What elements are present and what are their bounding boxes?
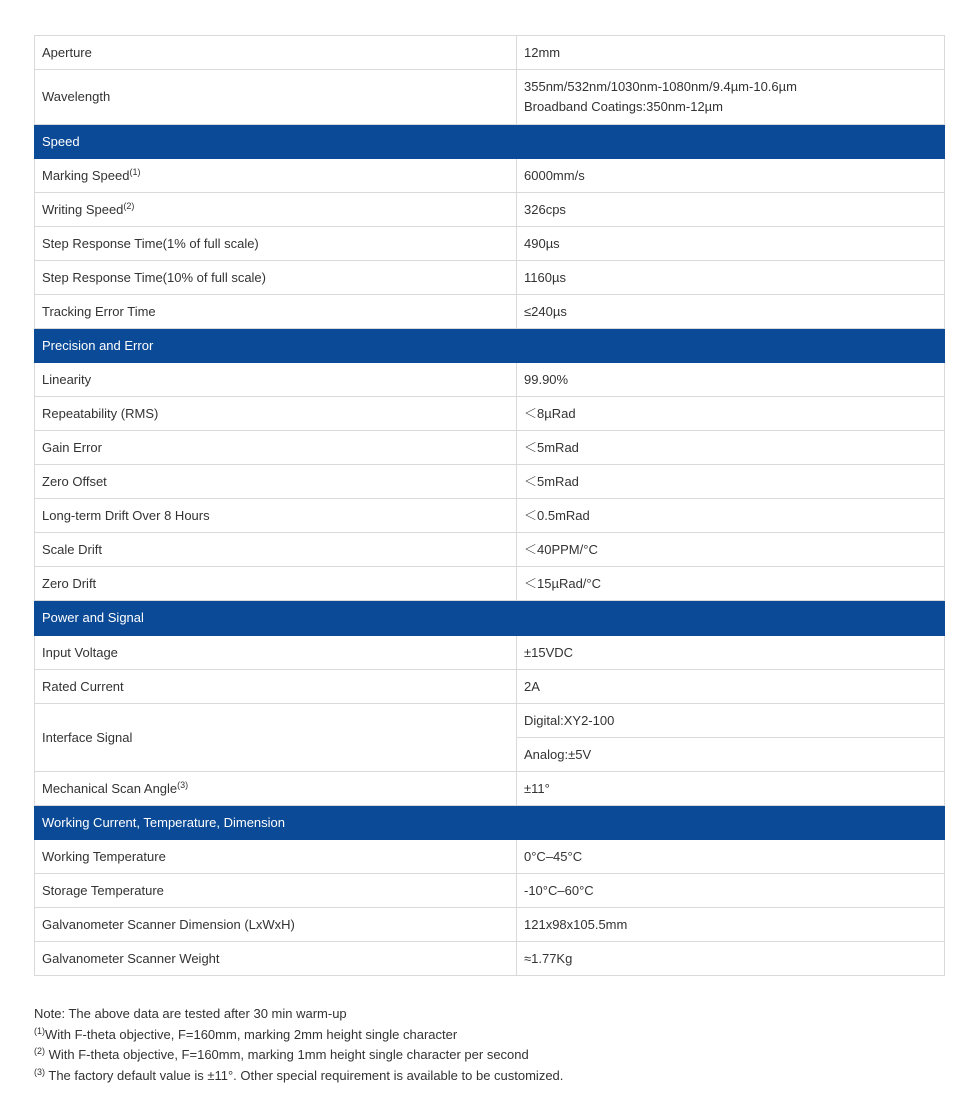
row-label: Scale Drift bbox=[35, 533, 517, 567]
row-label: Input Voltage bbox=[35, 636, 517, 670]
row-value: ＜5mRad bbox=[517, 465, 945, 499]
row-value: ≤240µs bbox=[517, 295, 945, 329]
table-row bbox=[35, 942, 945, 976]
row-label: Aperture bbox=[35, 36, 517, 70]
note-text: With F-theta objective, F=160mm, marking 2mm height single character bbox=[45, 1026, 458, 1042]
table-row bbox=[35, 159, 945, 193]
row-value: 12mm bbox=[517, 36, 945, 70]
row-value: ＜40PPM/°C bbox=[517, 533, 945, 567]
footnote-marker: (2) bbox=[123, 200, 135, 211]
row-value: 2A bbox=[517, 670, 945, 704]
table-row bbox=[35, 840, 945, 874]
section-title: Precision and Error bbox=[35, 329, 945, 363]
row-label: Working Temperature bbox=[35, 840, 517, 874]
row-value: 99.90% bbox=[517, 363, 945, 397]
section-header-precision bbox=[35, 329, 945, 363]
row-label bbox=[35, 772, 517, 806]
row-label bbox=[35, 193, 517, 227]
note-line: Note: The above data are tested after 30 min warm-up bbox=[34, 1006, 347, 1021]
row-label: Zero Drift bbox=[35, 567, 517, 601]
row-label: Step Response Time(1% of full scale) bbox=[35, 227, 517, 261]
section-title: Power and Signal bbox=[35, 601, 945, 636]
footnote-marker: (3) bbox=[177, 779, 189, 790]
table-row bbox=[35, 772, 945, 806]
row-value: ＜5mRad bbox=[517, 431, 945, 465]
row-label bbox=[35, 159, 517, 193]
row-value: -10°C–60°C bbox=[517, 874, 945, 908]
section-header-working bbox=[35, 806, 945, 840]
row-value: ＜15µRad/°C bbox=[517, 567, 945, 601]
row-value: 121x98x105.5mm bbox=[517, 908, 945, 942]
row-value: 6000mm/s bbox=[517, 159, 945, 193]
table-row bbox=[35, 465, 945, 499]
table-row bbox=[35, 533, 945, 567]
row-label: Zero Offset bbox=[35, 465, 517, 499]
value-line: Broadband Coatings:350nm-12µm bbox=[524, 99, 723, 114]
note-line bbox=[34, 1066, 944, 1087]
label-text: Writing Speed bbox=[42, 201, 124, 217]
spec-table bbox=[34, 35, 945, 976]
table-row bbox=[35, 431, 945, 465]
section-header-power bbox=[35, 601, 945, 636]
row-label: Galvanometer Scanner Dimension (LxWxH) bbox=[35, 908, 517, 942]
footnote-marker: (3) bbox=[34, 1066, 45, 1077]
table-row bbox=[35, 499, 945, 533]
row-value: 490µs bbox=[517, 227, 945, 261]
note-line bbox=[34, 1045, 944, 1066]
row-value: ＜8µRad bbox=[517, 397, 945, 431]
note-text: The factory default value is ±11°. Other special requirement is available to be customized. bbox=[45, 1067, 564, 1083]
table-row bbox=[35, 36, 945, 70]
row-label: Wavelength bbox=[35, 70, 517, 125]
row-label: Linearity bbox=[35, 363, 517, 397]
row-label: Step Response Time(10% of full scale) bbox=[35, 261, 517, 295]
footnotes bbox=[34, 1004, 944, 1086]
table-row bbox=[35, 295, 945, 329]
table-row bbox=[35, 193, 945, 227]
row-value: ≈1.77Kg bbox=[517, 942, 945, 976]
row-label: Gain Error bbox=[35, 431, 517, 465]
note-text: With F-theta objective, F=160mm, marking 1mm height single character per second bbox=[45, 1047, 529, 1062]
table-row bbox=[35, 227, 945, 261]
table-row bbox=[35, 636, 945, 670]
table-row bbox=[35, 261, 945, 295]
section-header-speed bbox=[35, 125, 945, 159]
table-row bbox=[35, 567, 945, 601]
section-title: Working Current, Temperature, Dimension bbox=[35, 806, 945, 840]
table-row bbox=[35, 363, 945, 397]
footnote-marker: (2) bbox=[34, 1046, 45, 1056]
table-row bbox=[35, 70, 945, 125]
footnote-marker: (1) bbox=[34, 1025, 45, 1036]
row-label: Storage Temperature bbox=[35, 874, 517, 908]
table-row bbox=[35, 670, 945, 704]
row-value: 326cps bbox=[517, 193, 945, 227]
row-value: Digital:XY2-100 bbox=[517, 704, 945, 738]
row-label: Rated Current bbox=[35, 670, 517, 704]
footnote-marker: (1) bbox=[129, 166, 141, 177]
table-row bbox=[35, 397, 945, 431]
value-line: 355nm/532nm/1030nm-1080nm/9.4µm-10.6µm bbox=[524, 79, 797, 94]
table-row bbox=[35, 908, 945, 942]
row-label: Interface Signal bbox=[35, 704, 517, 772]
note-line bbox=[34, 1025, 944, 1046]
row-value: ±11° bbox=[517, 772, 945, 806]
row-value: ±15VDC bbox=[517, 636, 945, 670]
section-title: Speed bbox=[35, 125, 945, 159]
label-text: Marking Speed bbox=[42, 167, 130, 183]
table-row bbox=[35, 704, 945, 738]
row-label: Tracking Error Time bbox=[35, 295, 517, 329]
row-value bbox=[517, 70, 945, 125]
table-row bbox=[35, 874, 945, 908]
row-label: Galvanometer Scanner Weight bbox=[35, 942, 517, 976]
label-text: Mechanical Scan Angle bbox=[42, 780, 178, 796]
row-value: 0°C–45°C bbox=[517, 840, 945, 874]
row-label: Long-term Drift Over 8 Hours bbox=[35, 499, 517, 533]
row-label: Repeatability (RMS) bbox=[35, 397, 517, 431]
row-value: ＜0.5mRad bbox=[517, 499, 945, 533]
row-value: Analog:±5V bbox=[517, 738, 945, 772]
row-value: 1160µs bbox=[517, 261, 945, 295]
